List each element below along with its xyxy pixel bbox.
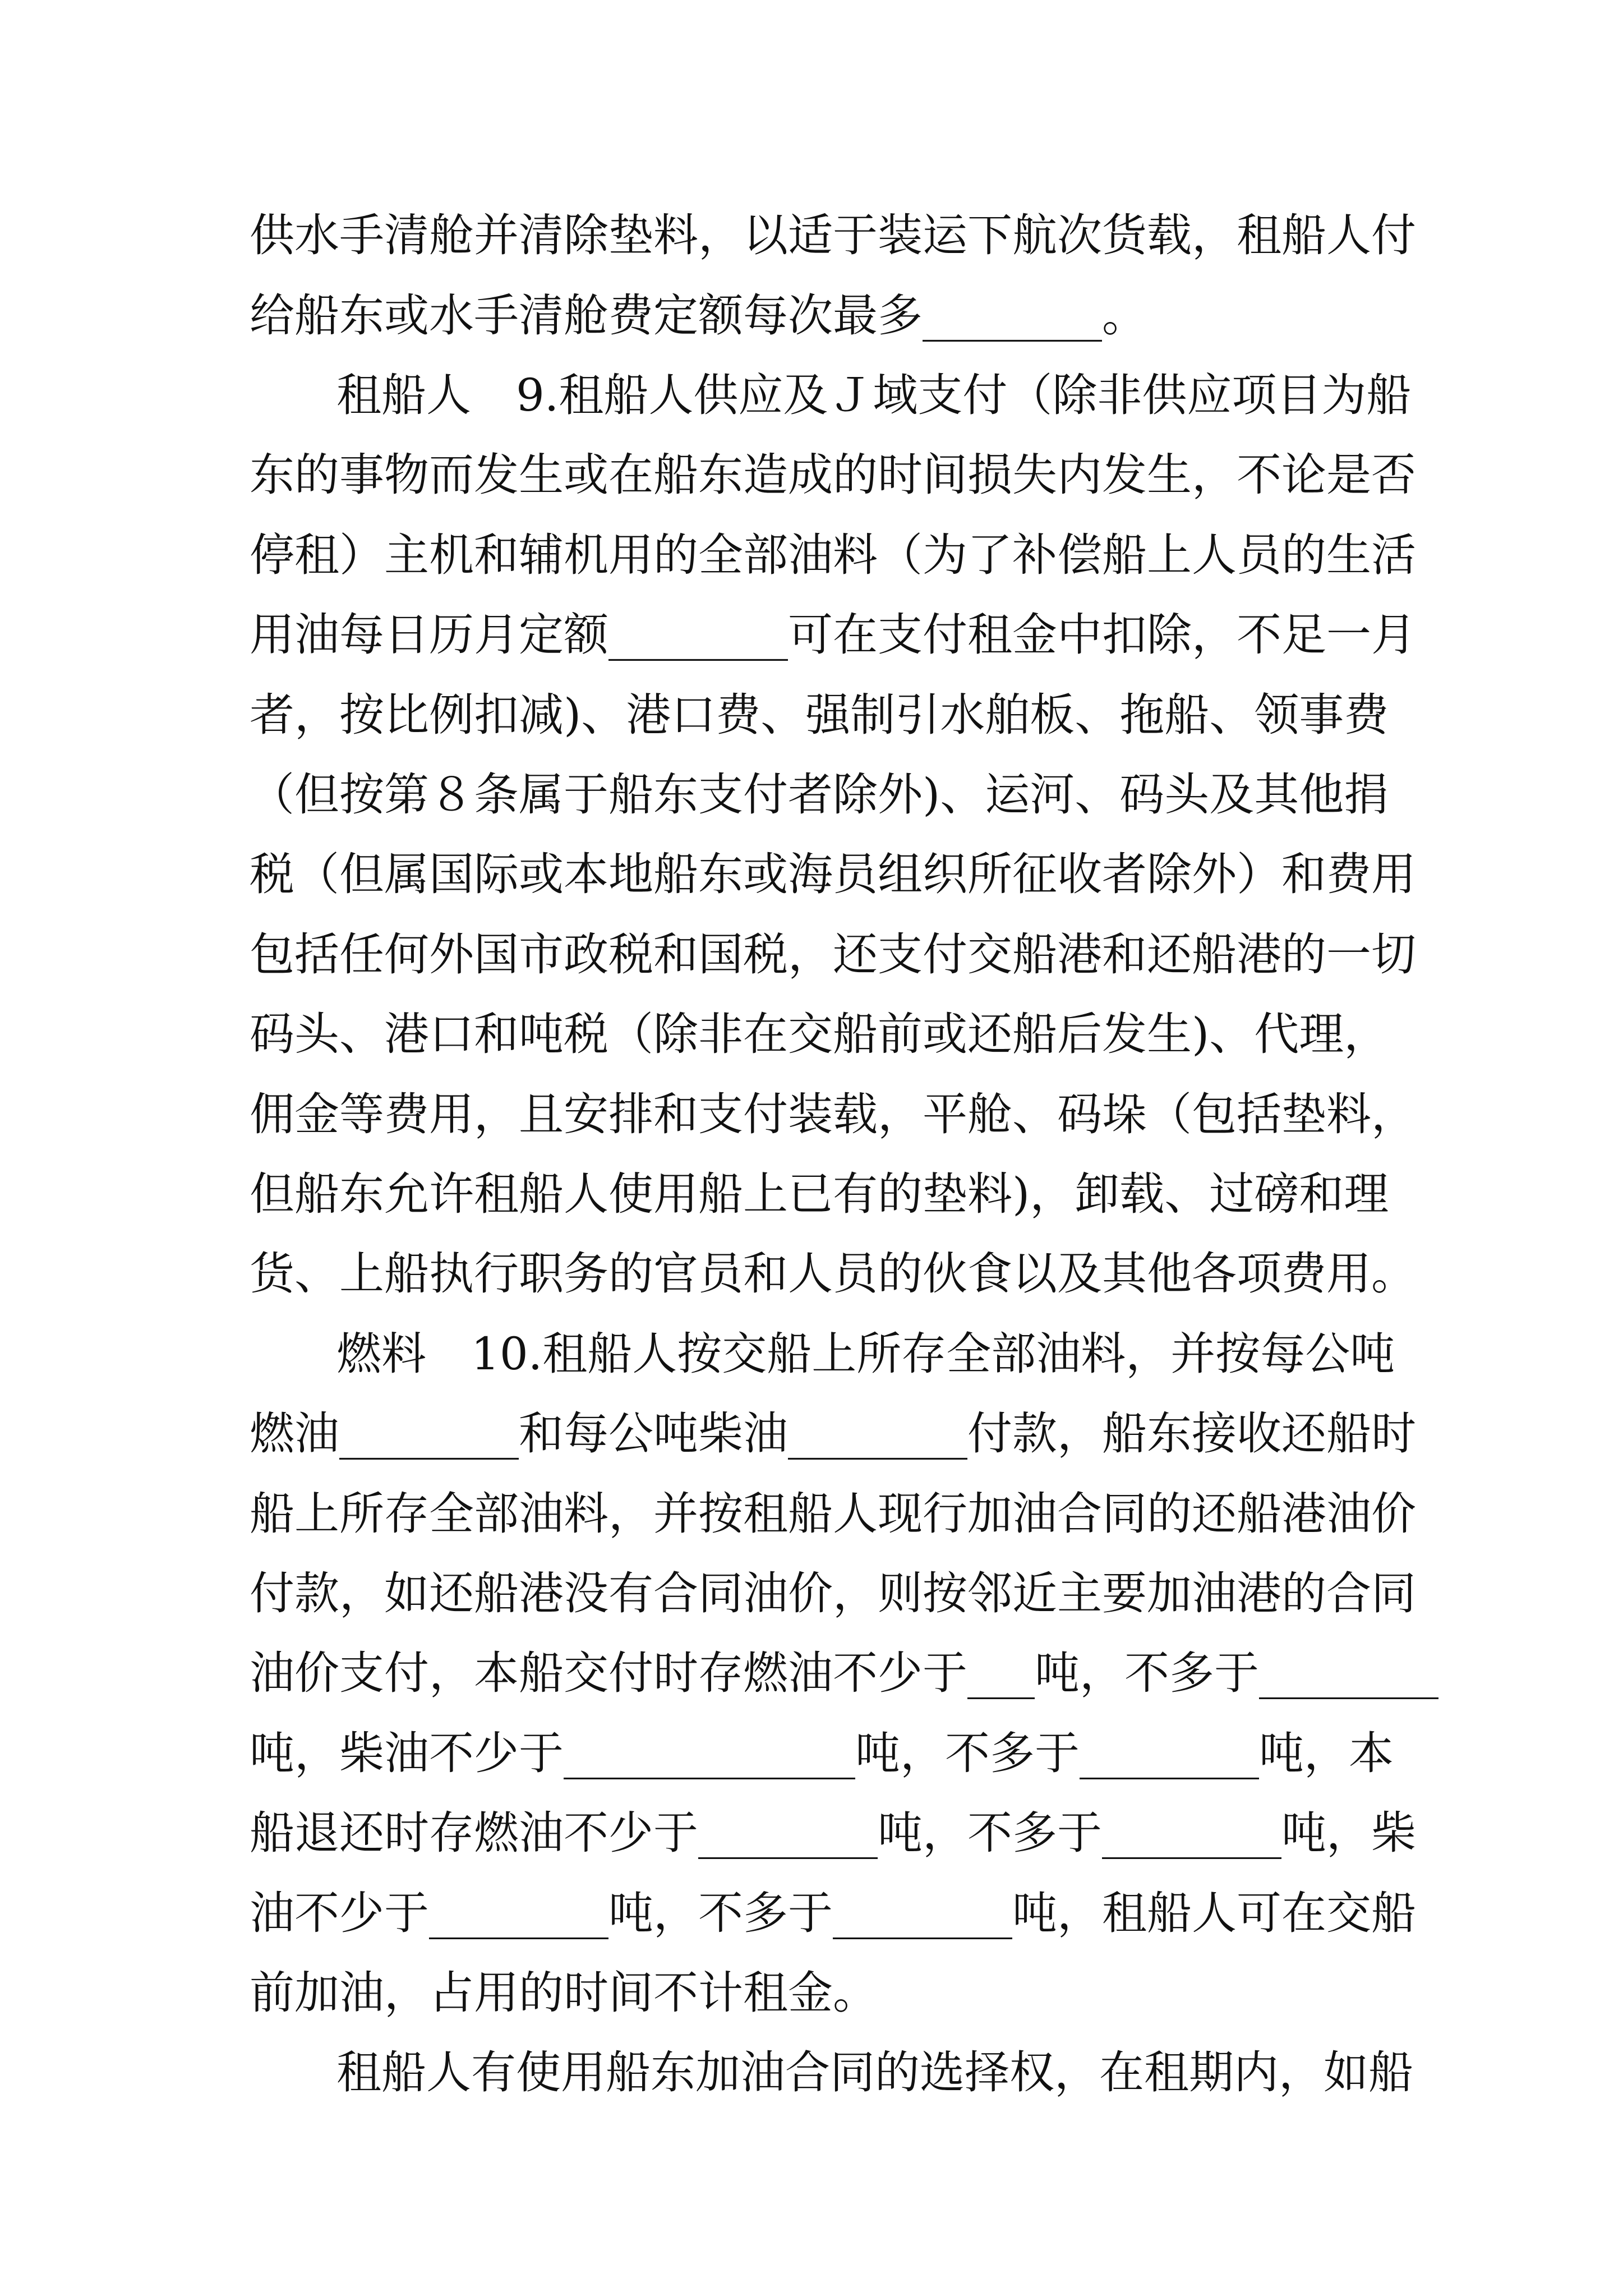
text-line: 码头、港口和吨税（除非在交船前或还船后发生)、代理， bbox=[250, 1008, 1389, 1060]
text-line: 油价支付，本船交付时存燃油不少于___吨，不多于________ bbox=[250, 1647, 1438, 1699]
text-line: 货、上船执行职务的官员和人员的伙食以及其他各项费用。 bbox=[250, 1248, 1416, 1300]
text-line: 油不少于________吨，不多于________吨，租船人可在交船 bbox=[250, 1887, 1416, 1939]
text-line: 租船人有使用船东加油合同的选择权，在租期内，如船 bbox=[336, 2046, 1413, 2099]
text-line: 者，按比例扣减)、港口费、强制引水舶板、拖船、领事费 bbox=[250, 689, 1389, 741]
text-line: 租船人 9.租船人供应及Ｊ域支付（除非供应项目为船 bbox=[336, 369, 1412, 421]
text-line: 船退还时存燃油不少于________吨，不多于________吨，柴 bbox=[250, 1807, 1416, 1859]
text-line: 税（但属国际或本地船东或海员组织所征收者除外）和费用 bbox=[250, 848, 1416, 900]
text-line: 燃料 10.租船人按交船上所存全部油料，并按每公吨 bbox=[336, 1328, 1395, 1380]
text-line: 供水手清舱并清除垫料，以适于装运下航次货载，租船人付 bbox=[250, 209, 1416, 261]
text-line: 但船东允许租船人使用船上已有的垫料)，卸载、过磅和理 bbox=[250, 1168, 1389, 1220]
text-line: 包括任何外国市政税和国税，还支付交船港和还船港的一切 bbox=[250, 928, 1416, 981]
text-line: 付款，如还船港没有合同油价，则按邻近主要加油港的合同 bbox=[250, 1567, 1416, 1619]
text-line: 船上所存全部油料，并按租船人现行加油合同的还船港油价 bbox=[250, 1488, 1416, 1540]
text-line: 燃油________和每公吨柴油________付款，船东接收还船时 bbox=[250, 1407, 1416, 1460]
text-line: 佣金等费用，且安排和支付装载，平舱、码垛（包括垫料， bbox=[250, 1088, 1416, 1140]
text-line: （但按第８条属于船东支付者除外)、运河、码头及其他捐 bbox=[250, 769, 1389, 821]
text-line: 前加油，占用的时间不计租金。 bbox=[250, 1967, 878, 2019]
text-line: 用油每日历月定额________可在支付租金中扣除，不足一月 bbox=[250, 609, 1416, 661]
text-line: 给船东或水手清舱费定额每次最多________。 bbox=[250, 289, 1147, 342]
text-line: 吨，柴油不少于_____________吨，不多于________吨，本 bbox=[250, 1727, 1394, 1779]
text-line: 东的事物而发生或在船东造成的时间损失内发生，不论是否 bbox=[250, 449, 1416, 501]
text-line: 停租）主机和辅机用的全部油料（为了补偿船上人员的生活 bbox=[250, 529, 1416, 581]
